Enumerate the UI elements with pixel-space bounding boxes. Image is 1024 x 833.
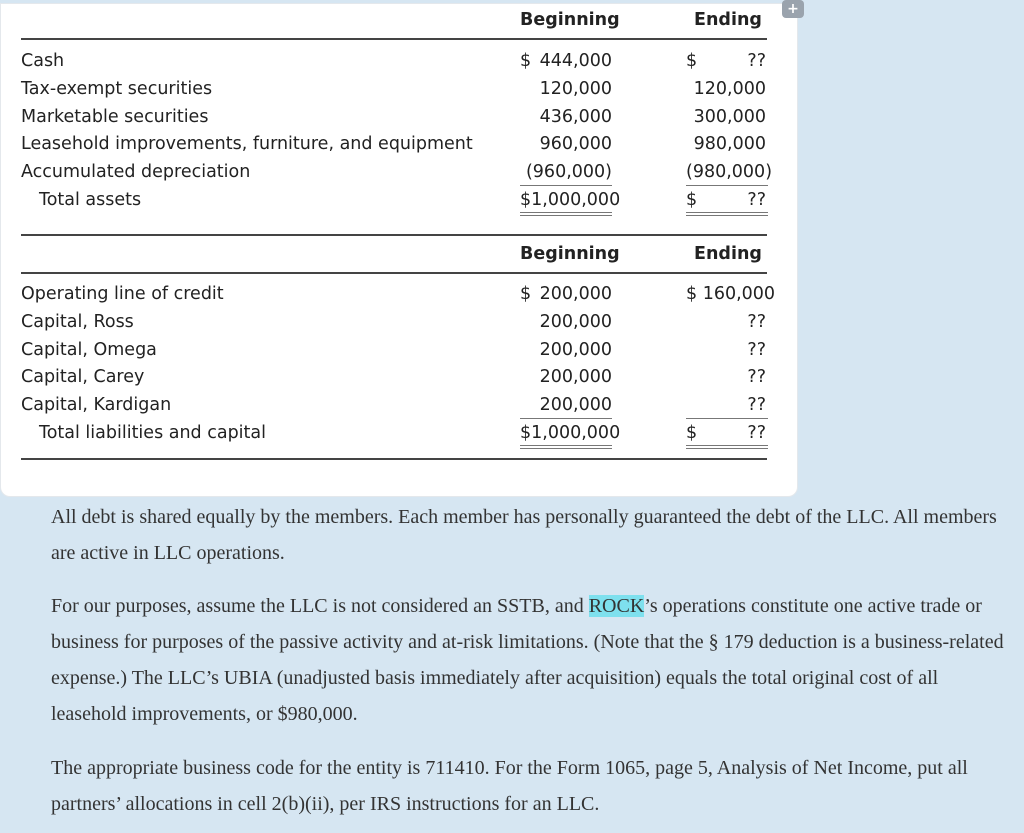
- table-row: Capital, Carey 200,000 ??: [21, 367, 766, 387]
- liabilities-header-beginning: Beginning: [520, 244, 620, 264]
- double-underline: [520, 212, 612, 213]
- double-underline: [520, 445, 612, 446]
- double-underline: [686, 445, 768, 446]
- double-underline: [686, 448, 768, 449]
- table-row: Cash $ 444,000 $ ??: [21, 51, 766, 71]
- table-row: Accumulated depreciation (960,000) (980,000): [21, 162, 773, 182]
- section-bottom-rule: [21, 458, 767, 460]
- double-underline: [520, 215, 612, 216]
- assets-header-ending: Ending: [694, 10, 762, 30]
- liabilities-header-rule: [21, 272, 767, 274]
- table-row: Tax-exempt securities 120,000 120,000: [21, 79, 766, 99]
- liabilities-header-ending: Ending: [694, 244, 762, 264]
- table-row: Capital, Kardigan 200,000 ??: [21, 395, 766, 415]
- table-row: Capital, Omega 200,000 ??: [21, 340, 766, 360]
- table-row-total: Total liabilities and capital $1,000,000 $ ??: [39, 423, 766, 443]
- paragraph-assumptions: [51, 588, 1011, 732]
- double-underline: [686, 215, 768, 216]
- section-rule: [21, 234, 767, 236]
- assets-header-rule: [21, 38, 767, 40]
- table-row: Leasehold improvements, furniture, and equipment 960,000 980,000: [21, 134, 766, 154]
- double-underline: [520, 448, 612, 449]
- plus-icon[interactable]: +: [782, 0, 804, 18]
- table-row-total: Total assets $1,000,000 $ ??: [39, 190, 766, 210]
- paragraph-text: ’s operations constitute one active trade or business for purposes of the passive activity and at-risk limitations. (Note that the § 179 deduction is a business-related expense.) The LLC’s UBIA (unadjusted basis immediately after acquisition) equals the total original cost of all leasehold improvements, or $980,000.: [51, 595, 1004, 725]
- paragraph-text: For our purposes, assume the LLC is not considered an SSTB, and: [51, 595, 589, 617]
- paragraph-business-code: The appropriate business code for the entity is 711410. For the Form 1065, page 5, Analysis of Net Income, put all partners’ allocations in cell 2(b)(ii), per IRS instructions for an LLC.: [51, 757, 968, 815]
- table-row: Capital, Ross 200,000 ??: [21, 312, 766, 332]
- assets-header-beginning: Beginning: [520, 10, 620, 30]
- double-underline: [686, 212, 768, 213]
- table-row: Operating line of credit $ 200,000 $ 160,000: [21, 284, 776, 304]
- table-row: Marketable securities 436,000 300,000: [21, 107, 766, 127]
- highlighted-term[interactable]: ROCK: [588, 595, 645, 617]
- paragraph-debt-sharing: All debt is shared equally by the members. Each member has personally guaranteed the debt of the LLC. All members are active in LLC operations.: [51, 506, 997, 564]
